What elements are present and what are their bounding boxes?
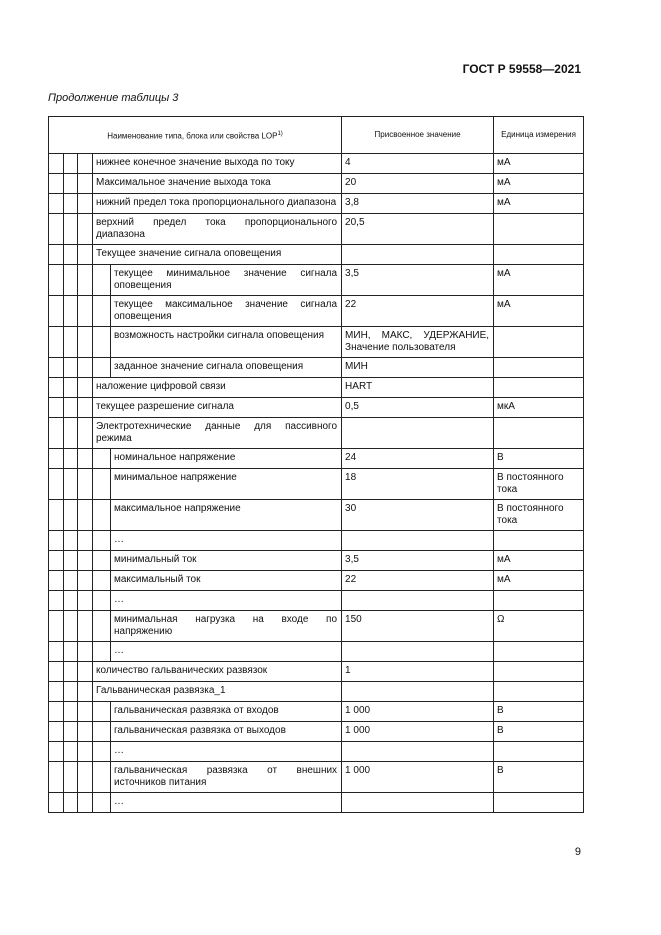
indent-cell: [78, 571, 93, 591]
row-name-cell: номинальное напряжение: [111, 449, 342, 469]
indent-cell: [49, 702, 64, 722]
indent-cell: [49, 378, 64, 398]
indent-cell: [49, 469, 64, 500]
indent-cell: [64, 793, 78, 813]
indent-cell: [64, 591, 78, 611]
page-number: 9: [574, 846, 581, 858]
table-row: [49, 722, 584, 742]
row-name-cell: Электротехнические данные для пассивного режима: [93, 418, 342, 449]
indent-cell: [64, 611, 78, 642]
indent-cell: [49, 662, 64, 682]
row-name-cell: верхний предел тока пропорционального диапазона: [93, 214, 342, 245]
row-value-cell: 18: [342, 469, 494, 500]
row-value-cell: HART: [342, 378, 494, 398]
table-row: [49, 702, 584, 722]
table-row: [49, 662, 584, 682]
row-value-cell: [342, 245, 494, 265]
indent-cell: [49, 611, 64, 642]
indent-cell: [78, 327, 93, 358]
row-value-cell: 1 000: [342, 722, 494, 742]
indent-cell: [78, 398, 93, 418]
row-unit-cell: [494, 378, 584, 398]
indent-cell: [49, 154, 64, 174]
indent-cell: [49, 174, 64, 194]
table-row: [49, 611, 584, 642]
indent-cell: [93, 327, 111, 358]
row-name-cell: гальваническая развязка от выходов: [111, 722, 342, 742]
table-body: [49, 154, 584, 813]
row-name-cell: …: [111, 531, 342, 551]
table-row: [49, 742, 584, 762]
indent-cell: [64, 500, 78, 531]
indent-cell: [49, 742, 64, 762]
indent-cell: [49, 358, 64, 378]
footnote-marker: 1): [277, 130, 283, 137]
indent-cell: [64, 449, 78, 469]
indent-cell: [49, 793, 64, 813]
row-value-cell: [342, 642, 494, 662]
table-row: [49, 296, 584, 327]
indent-cell: [93, 611, 111, 642]
indent-cell: [93, 722, 111, 742]
row-name-cell: заданное значение сигнала оповещения: [111, 358, 342, 378]
row-name-cell: гальваническая развязка от внешних источников питания: [111, 762, 342, 793]
row-name-cell: наложение цифровой связи: [93, 378, 342, 398]
row-unit-cell: мкА: [494, 398, 584, 418]
row-name-cell: нижний предел тока пропорционального диапазона: [93, 194, 342, 214]
row-unit-cell: мА: [494, 154, 584, 174]
indent-cell: [93, 449, 111, 469]
indent-cell: [64, 378, 78, 398]
row-unit-cell: мА: [494, 265, 584, 296]
row-unit-cell: мА: [494, 194, 584, 214]
column-header-name: Наименование типа, блока или свойства LOP$^{1)}$: [49, 117, 342, 154]
row-name-cell: максимальный ток: [111, 571, 342, 591]
row-unit-cell: [494, 591, 584, 611]
row-unit-cell: [494, 214, 584, 245]
table-row: [49, 642, 584, 662]
table-row: [49, 378, 584, 398]
indent-cell: [49, 762, 64, 793]
indent-cell: [64, 551, 78, 571]
row-value-cell: 24: [342, 449, 494, 469]
table-header-row: [49, 117, 584, 154]
row-unit-cell: [494, 793, 584, 813]
indent-cell: [64, 327, 78, 358]
indent-cell: [78, 296, 93, 327]
indent-cell: [78, 358, 93, 378]
table-row: [49, 245, 584, 265]
row-unit-cell: [494, 245, 584, 265]
row-value-cell: 3,8: [342, 194, 494, 214]
row-unit-cell: [494, 327, 584, 358]
row-name-cell: гальваническая развязка от входов: [111, 702, 342, 722]
indent-cell: [78, 449, 93, 469]
row-name-cell: возможность настройки сигнала оповещения: [111, 327, 342, 358]
table-row: [49, 174, 584, 194]
indent-cell: [64, 358, 78, 378]
row-unit-cell: В: [494, 722, 584, 742]
table-row: [49, 214, 584, 245]
table-row: [49, 793, 584, 813]
row-value-cell: [342, 531, 494, 551]
row-unit-cell: мА: [494, 551, 584, 571]
indent-cell: [49, 194, 64, 214]
row-value-cell: [342, 682, 494, 702]
indent-cell: [78, 154, 93, 174]
table-row: [49, 154, 584, 174]
row-value-cell: 22: [342, 296, 494, 327]
row-name-cell: минимальная нагрузка на входе по напряжению: [111, 611, 342, 642]
indent-cell: [49, 418, 64, 449]
row-value-cell: [342, 591, 494, 611]
indent-cell: [93, 762, 111, 793]
indent-cell: [93, 358, 111, 378]
indent-cell: [78, 214, 93, 245]
table-row: [49, 449, 584, 469]
row-unit-cell: [494, 642, 584, 662]
indent-cell: [78, 469, 93, 500]
indent-cell: [78, 702, 93, 722]
indent-cell: [64, 418, 78, 449]
indent-cell: [78, 265, 93, 296]
indent-cell: [93, 702, 111, 722]
table-row: [49, 418, 584, 449]
row-name-cell: максимальное напряжение: [111, 500, 342, 531]
column-header-unit: Единица измерения: [494, 117, 584, 154]
row-unit-cell: В: [494, 702, 584, 722]
indent-cell: [78, 174, 93, 194]
row-name-cell: …: [111, 793, 342, 813]
indent-cell: [64, 194, 78, 214]
indent-cell: [78, 418, 93, 449]
indent-cell: [93, 551, 111, 571]
row-value-cell: 30: [342, 500, 494, 531]
indent-cell: [93, 296, 111, 327]
indent-cell: [49, 682, 64, 702]
specification-table: [48, 116, 584, 813]
indent-cell: [64, 642, 78, 662]
row-name-cell: …: [111, 642, 342, 662]
indent-cell: [93, 500, 111, 531]
indent-cell: [78, 642, 93, 662]
row-unit-cell: [494, 662, 584, 682]
indent-cell: [64, 662, 78, 682]
table-row: [49, 469, 584, 500]
indent-cell: [64, 469, 78, 500]
table-row: [49, 265, 584, 296]
row-unit-cell: В: [494, 762, 584, 793]
indent-cell: [64, 742, 78, 762]
row-name-cell: Текущее значение сигнала оповещения: [93, 245, 342, 265]
row-unit-cell: мА: [494, 174, 584, 194]
table-row: [49, 500, 584, 531]
table-row: [49, 531, 584, 551]
table-row: [49, 551, 584, 571]
indent-cell: [49, 398, 64, 418]
indent-cell: [64, 245, 78, 265]
indent-cell: [78, 662, 93, 682]
indent-cell: [78, 531, 93, 551]
indent-cell: [64, 174, 78, 194]
row-value-cell: 22: [342, 571, 494, 591]
row-value-cell: 1 000: [342, 762, 494, 793]
table-continuation-caption: Продолжение таблицы 3: [48, 92, 179, 104]
row-unit-cell: [494, 742, 584, 762]
row-name-cell: количество гальванических развязок: [93, 662, 342, 682]
indent-cell: [64, 154, 78, 174]
indent-cell: [49, 214, 64, 245]
indent-cell: [49, 245, 64, 265]
indent-cell: [64, 682, 78, 702]
indent-cell: [93, 531, 111, 551]
row-value-cell: 150: [342, 611, 494, 642]
indent-cell: [64, 702, 78, 722]
indent-cell: [78, 762, 93, 793]
indent-cell: [64, 762, 78, 793]
indent-cell: [49, 265, 64, 296]
row-name-cell: текущее минимальное значение сигнала оповещения: [111, 265, 342, 296]
indent-cell: [49, 722, 64, 742]
table-row: [49, 591, 584, 611]
row-unit-cell: мА: [494, 571, 584, 591]
indent-cell: [78, 742, 93, 762]
row-value-cell: МИН, МАКС, УДЕРЖАНИЕ, Значение пользователя: [342, 327, 494, 358]
row-value-cell: 1 000: [342, 702, 494, 722]
indent-cell: [64, 265, 78, 296]
row-name-cell: …: [111, 742, 342, 762]
indent-cell: [78, 682, 93, 702]
row-name-cell: Максимальное значение выхода тока: [93, 174, 342, 194]
indent-cell: [49, 591, 64, 611]
row-unit-cell: мА: [494, 296, 584, 327]
row-name-cell: минимальный ток: [111, 551, 342, 571]
table-row: [49, 194, 584, 214]
indent-cell: [93, 793, 111, 813]
row-value-cell: 20: [342, 174, 494, 194]
row-value-cell: 20,5: [342, 214, 494, 245]
row-unit-cell: В: [494, 449, 584, 469]
row-unit-cell: В постоянного тока: [494, 500, 584, 531]
row-unit-cell: [494, 531, 584, 551]
indent-cell: [93, 591, 111, 611]
indent-cell: [78, 793, 93, 813]
table-row: [49, 327, 584, 358]
indent-cell: [93, 742, 111, 762]
row-name-cell: Гальваническая развязка_1: [93, 682, 342, 702]
row-value-cell: [342, 418, 494, 449]
table-row: [49, 571, 584, 591]
indent-cell: [64, 398, 78, 418]
indent-cell: [78, 551, 93, 571]
column-header-value: Присвоенное значение: [342, 117, 494, 154]
indent-cell: [93, 571, 111, 591]
row-name-cell: минимальное напряжение: [111, 469, 342, 500]
indent-cell: [78, 722, 93, 742]
table-row: [49, 682, 584, 702]
row-value-cell: 4: [342, 154, 494, 174]
indent-cell: [49, 642, 64, 662]
indent-cell: [64, 531, 78, 551]
row-value-cell: 3,5: [342, 551, 494, 571]
indent-cell: [78, 194, 93, 214]
table-row: [49, 358, 584, 378]
indent-cell: [49, 551, 64, 571]
table-row: [49, 762, 584, 793]
indent-cell: [78, 245, 93, 265]
row-unit-cell: В постоянного тока: [494, 469, 584, 500]
standard-designation: ГОСТ Р 59558—2021: [462, 62, 581, 76]
row-name-cell: …: [111, 591, 342, 611]
indent-cell: [49, 296, 64, 327]
indent-cell: [78, 500, 93, 531]
row-value-cell: МИН: [342, 358, 494, 378]
indent-cell: [64, 571, 78, 591]
row-value-cell: [342, 742, 494, 762]
row-unit-cell: [494, 418, 584, 449]
row-name-cell: текущее максимальное значение сигнала оповещения: [111, 296, 342, 327]
indent-cell: [49, 500, 64, 531]
indent-cell: [64, 214, 78, 245]
table-row: [49, 398, 584, 418]
row-unit-cell: [494, 358, 584, 378]
row-value-cell: 0,5: [342, 398, 494, 418]
indent-cell: [49, 571, 64, 591]
indent-cell: [93, 642, 111, 662]
indent-cell: [64, 296, 78, 327]
indent-cell: [49, 531, 64, 551]
indent-cell: [78, 611, 93, 642]
indent-cell: [93, 469, 111, 500]
row-unit-cell: [494, 682, 584, 702]
row-value-cell: 1: [342, 662, 494, 682]
indent-cell: [78, 591, 93, 611]
row-value-cell: 3,5: [342, 265, 494, 296]
indent-cell: [64, 722, 78, 742]
indent-cell: [49, 449, 64, 469]
row-value-cell: [342, 793, 494, 813]
row-unit-cell: Ω: [494, 611, 584, 642]
row-name-cell: нижнее конечное значение выхода по току: [93, 154, 342, 174]
indent-cell: [49, 327, 64, 358]
indent-cell: [78, 378, 93, 398]
indent-cell: [93, 265, 111, 296]
row-name-cell: текущее разрешение сигнала: [93, 398, 342, 418]
